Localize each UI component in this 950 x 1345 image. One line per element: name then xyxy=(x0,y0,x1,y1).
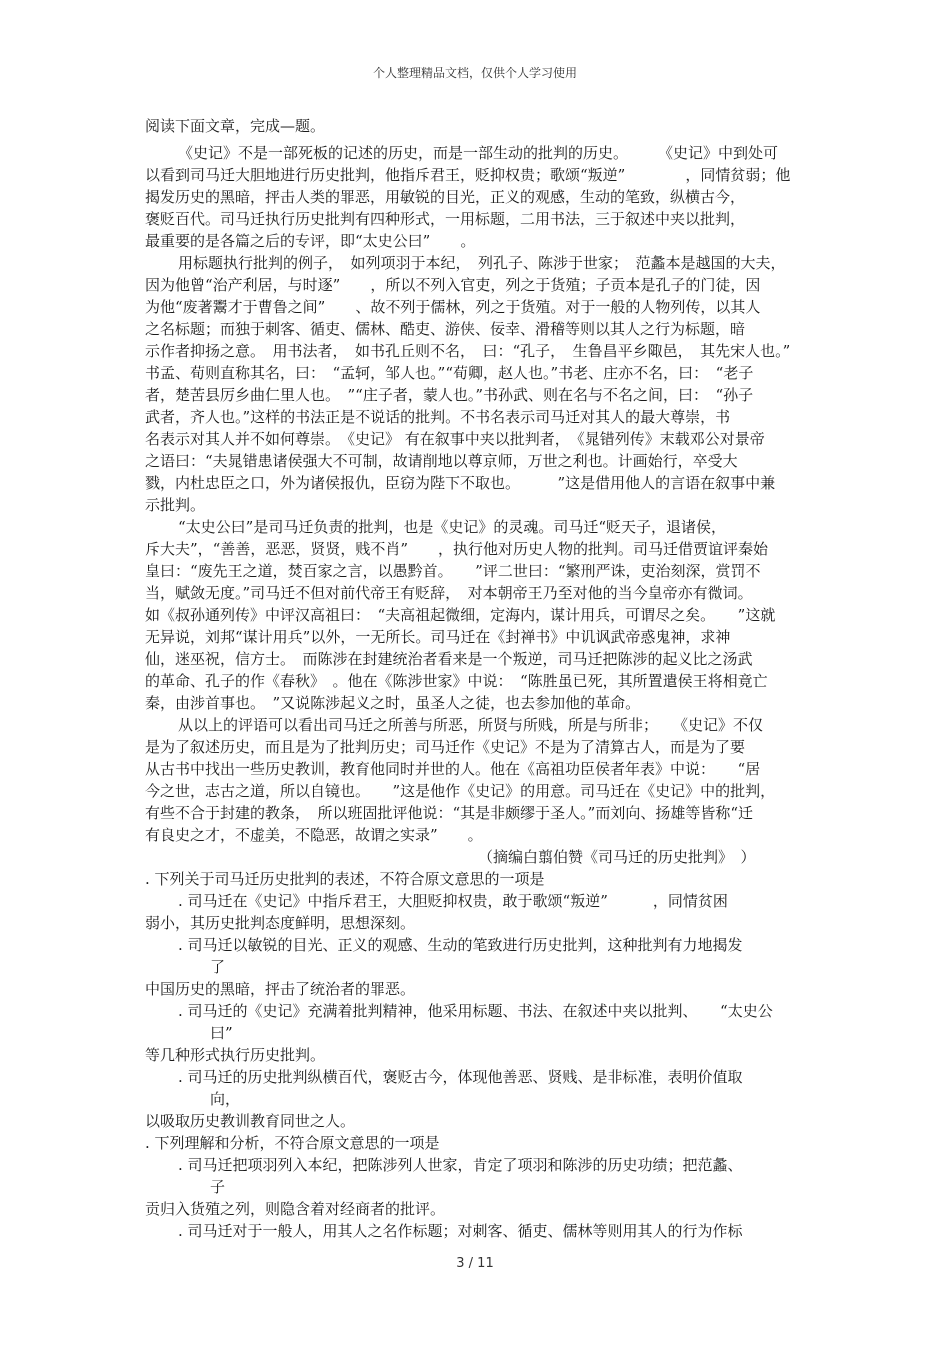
text-line: “太史公曰”是司马迁负责的批判，也是《史记》的灵魂。司马迁“贬天子，退诸侯， xyxy=(178,518,727,536)
text-line: 无异说，刘邦“谋计用兵”以外，一无所长。司马迁在《封禅书》中讥讽武帝惑鬼神，求神 xyxy=(145,628,731,646)
text-line: 斥大夫”，“善善，恶恶，贤贤，贱不肖” ，执行他对历史人物的批判。司马迁借贾谊评秦始 xyxy=(145,540,769,558)
page-header: 个人整理精品文档，仅供个人学习使用 xyxy=(372,66,577,80)
text-line: 有些不合于封建的教条， 所以班固批评他说：“其是非颇缪于圣人。”而刘向、扬雄等皆称“迁 xyxy=(145,804,754,822)
text-line: 以吸取历史教训教育同世之人。 xyxy=(145,1112,356,1130)
text-line: 皇曰：“废先王之道，焚百家之言，以愚黔首。 ”评二世曰：“繁刑严诛，吏治刻深，赏罚不 xyxy=(145,562,761,580)
page-number: 3 / 11 xyxy=(456,1256,494,1271)
text-line: 了 xyxy=(210,958,226,976)
text-line: 的革命、孔子的作《春秋》 。他在《陈涉世家》中说： “陈胜虽已死，其所置遣侯王将相竟亡 xyxy=(145,672,768,690)
text-line: 最重要的是各篇之后的专评，即“太史公曰” 。 xyxy=(145,232,476,250)
text-line: 之语曰：“夫晁错患诸侯强大不可制，故请削地以尊京师，万世之利也。计画始行，卒受大 xyxy=(145,452,738,470)
text-line: 曰” xyxy=(210,1024,233,1042)
text-line: 弱小，其历史批判态度鲜明，思想深刻。 xyxy=(145,914,416,932)
text-line: 为他“废著鬻才于曹鲁之间” 、故不列于儒林，列之于货殖。对于一般的人物列传，以其人 xyxy=(145,298,761,316)
text-line: 等几种形式执行历史批判。 xyxy=(145,1046,326,1064)
text-line: . 下列关于司马迁历史批判的表述，不符合原文意思的一项是 xyxy=(145,870,545,888)
text-line: . 司马迁把项羽列入本纪，把陈涉列人世家，肯定了项羽和陈涉的历史功绩；把范蠡、 xyxy=(178,1156,743,1174)
text-line: 从以上的评语可以看出司马迁之所善与所恶，所贤与所贱，所是与所非； 《史记》不仅 xyxy=(178,716,764,734)
text-line: 名表示对其人并不如何尊崇。 《史记》 有在叙事中夹以批判者， 《晁错列传》末载邓公对景帝 xyxy=(145,430,765,448)
text-line: 当，赋敛无度。”司马迁不但对前代帝王有贬辞， 对本朝帝王乃至对他的当今皇帝亦有微词。 xyxy=(145,584,753,602)
text-line: . 司马迁的历史批判纵横百代，褒贬古今，体现他善恶、贤贱、是非标准，表明价值取 xyxy=(178,1068,743,1086)
text-line: 武者，齐人也。”这样的书法正是不说话的批判。不书名表示司马迁对其人的最大尊崇，书 xyxy=(145,408,731,426)
text-line: 贡归入货殖之列，则隐含着对经商者的批评。 xyxy=(145,1200,446,1218)
text-line: 以看到司马迁大胆地进行历史批判，他指斥君王，贬抑权贵；歌颂“叛逆” ，同情贫弱；他 xyxy=(145,166,791,184)
text-line: 之名标题；而独于刺客、循吏、儒林、酷吏、游侠、佞幸、滑稽等则以其人之行为标题，暗 xyxy=(145,320,746,338)
text-line: 因为他曾“治产利居，与时逐” ，所以不列入官吏，列之于货殖；子贡本是孔子的门徒，因 xyxy=(145,276,761,294)
text-line: . 司马迁的《史记》充满着批判精神，他采用标题、书法、在叙述中夹以批判、 “太史公 xyxy=(178,1002,773,1020)
text-line: 阅读下面文章，完成—题。 xyxy=(145,117,326,135)
text-line: 如《叔孙通列传》中评汉高祖曰： “夫高祖起微细，定海内，谋计用兵，可谓尽之矣。 ”这就 xyxy=(145,606,776,624)
text-line: 《史记》不是一部死板的记述的历史，而是一部生动的批判的历史。 《史记》中到处可 xyxy=(178,144,779,162)
text-line: （摘编白翦伯赞《司马迁的历史批判》 ） xyxy=(478,848,756,866)
text-line: 者，楚苦县厉乡曲仁里人也。 ”“庄子者，蒙人也。”书孙武、则在名与不名之间，曰： “孙子 xyxy=(145,386,754,404)
text-line: 从古书中找出一些历史教训，教育他同时并世的人。他在《高祖功臣侯者年表》中说： “居 xyxy=(145,760,761,778)
text-line: 向， xyxy=(210,1090,241,1108)
text-line: 示作者抑扬之意。 用书法者， 如书孔丘则不名， 曰：“孔子， 生鲁昌平乡陬邑， 其先宋人也。” xyxy=(145,342,791,360)
text-line: 是为了叙述历史，而且是为了批判历史；司马迁作《史记》不是为了清算古人，而是为了要 xyxy=(145,738,746,756)
text-line: 书孟、荀则直称其名，曰： “孟轲，邹人也。”“荀卿，赵人也。”书老、庄亦不名，曰： “老子 xyxy=(145,364,754,382)
text-line: 仙，迷巫祝，信方士。 而陈涉在封建统治者看来是一个叛逆，司马迁把陈涉的起义比之汤武 xyxy=(145,650,753,668)
text-line: . 下列理解和分析，不符合原文意思的一项是 xyxy=(145,1134,440,1152)
text-line: 示批判。 xyxy=(145,496,206,514)
text-line: . 司马迁以敏锐的目光、正义的观感、生动的笔致进行历史批判，这种批判有力地揭发 xyxy=(178,936,743,954)
text-line: 今之世，志古之道，所以自镜也。 ”这是他作《史记》的用意。司马迁在《史记》中的批判， xyxy=(145,782,776,800)
text-line: . 司马迁在《史记》中指斥君王，大胆贬抑权贵，敢于歌颂“叛逆” ，同情贫困 xyxy=(178,892,728,910)
text-line: 中国历史的黑暗，抨击了统治者的罪恶。 xyxy=(145,980,416,998)
text-line: 用标题执行批判的例子， 如列项羽于本纪， 列孔子、陈涉于世家； 范蠡本是越国的大夫， xyxy=(178,254,786,272)
text-line: 戮，内杜忠臣之口，外为诸侯报仇，臣窃为陛下不取也。 ”这是借用他人的言语在叙事中兼 xyxy=(145,474,776,492)
text-line: 有良史之才，不虚美，不隐恶，故谓之实录” 。 xyxy=(145,826,483,844)
text-line: 褒贬百代。司马迁执行历史批判有四种形式，一用标题，二用书法，三于叙述中夹以批判， xyxy=(145,210,746,228)
text-line: 子 xyxy=(210,1178,226,1196)
text-line: . 司马迁对于一般人，用其人之名作标题；对刺客、循吏、儒林等则用其人的行为作标 xyxy=(178,1222,743,1240)
text-line: 揭发历史的黑暗，抨击人类的罪恶，用敏锐的目光，正义的观感，生动的笔致，纵横古今， xyxy=(145,188,746,206)
text-line: 秦，由涉首事也。 ”又说陈涉起义之时，虽圣人之徒，也去参加他的革命。 xyxy=(145,694,641,712)
